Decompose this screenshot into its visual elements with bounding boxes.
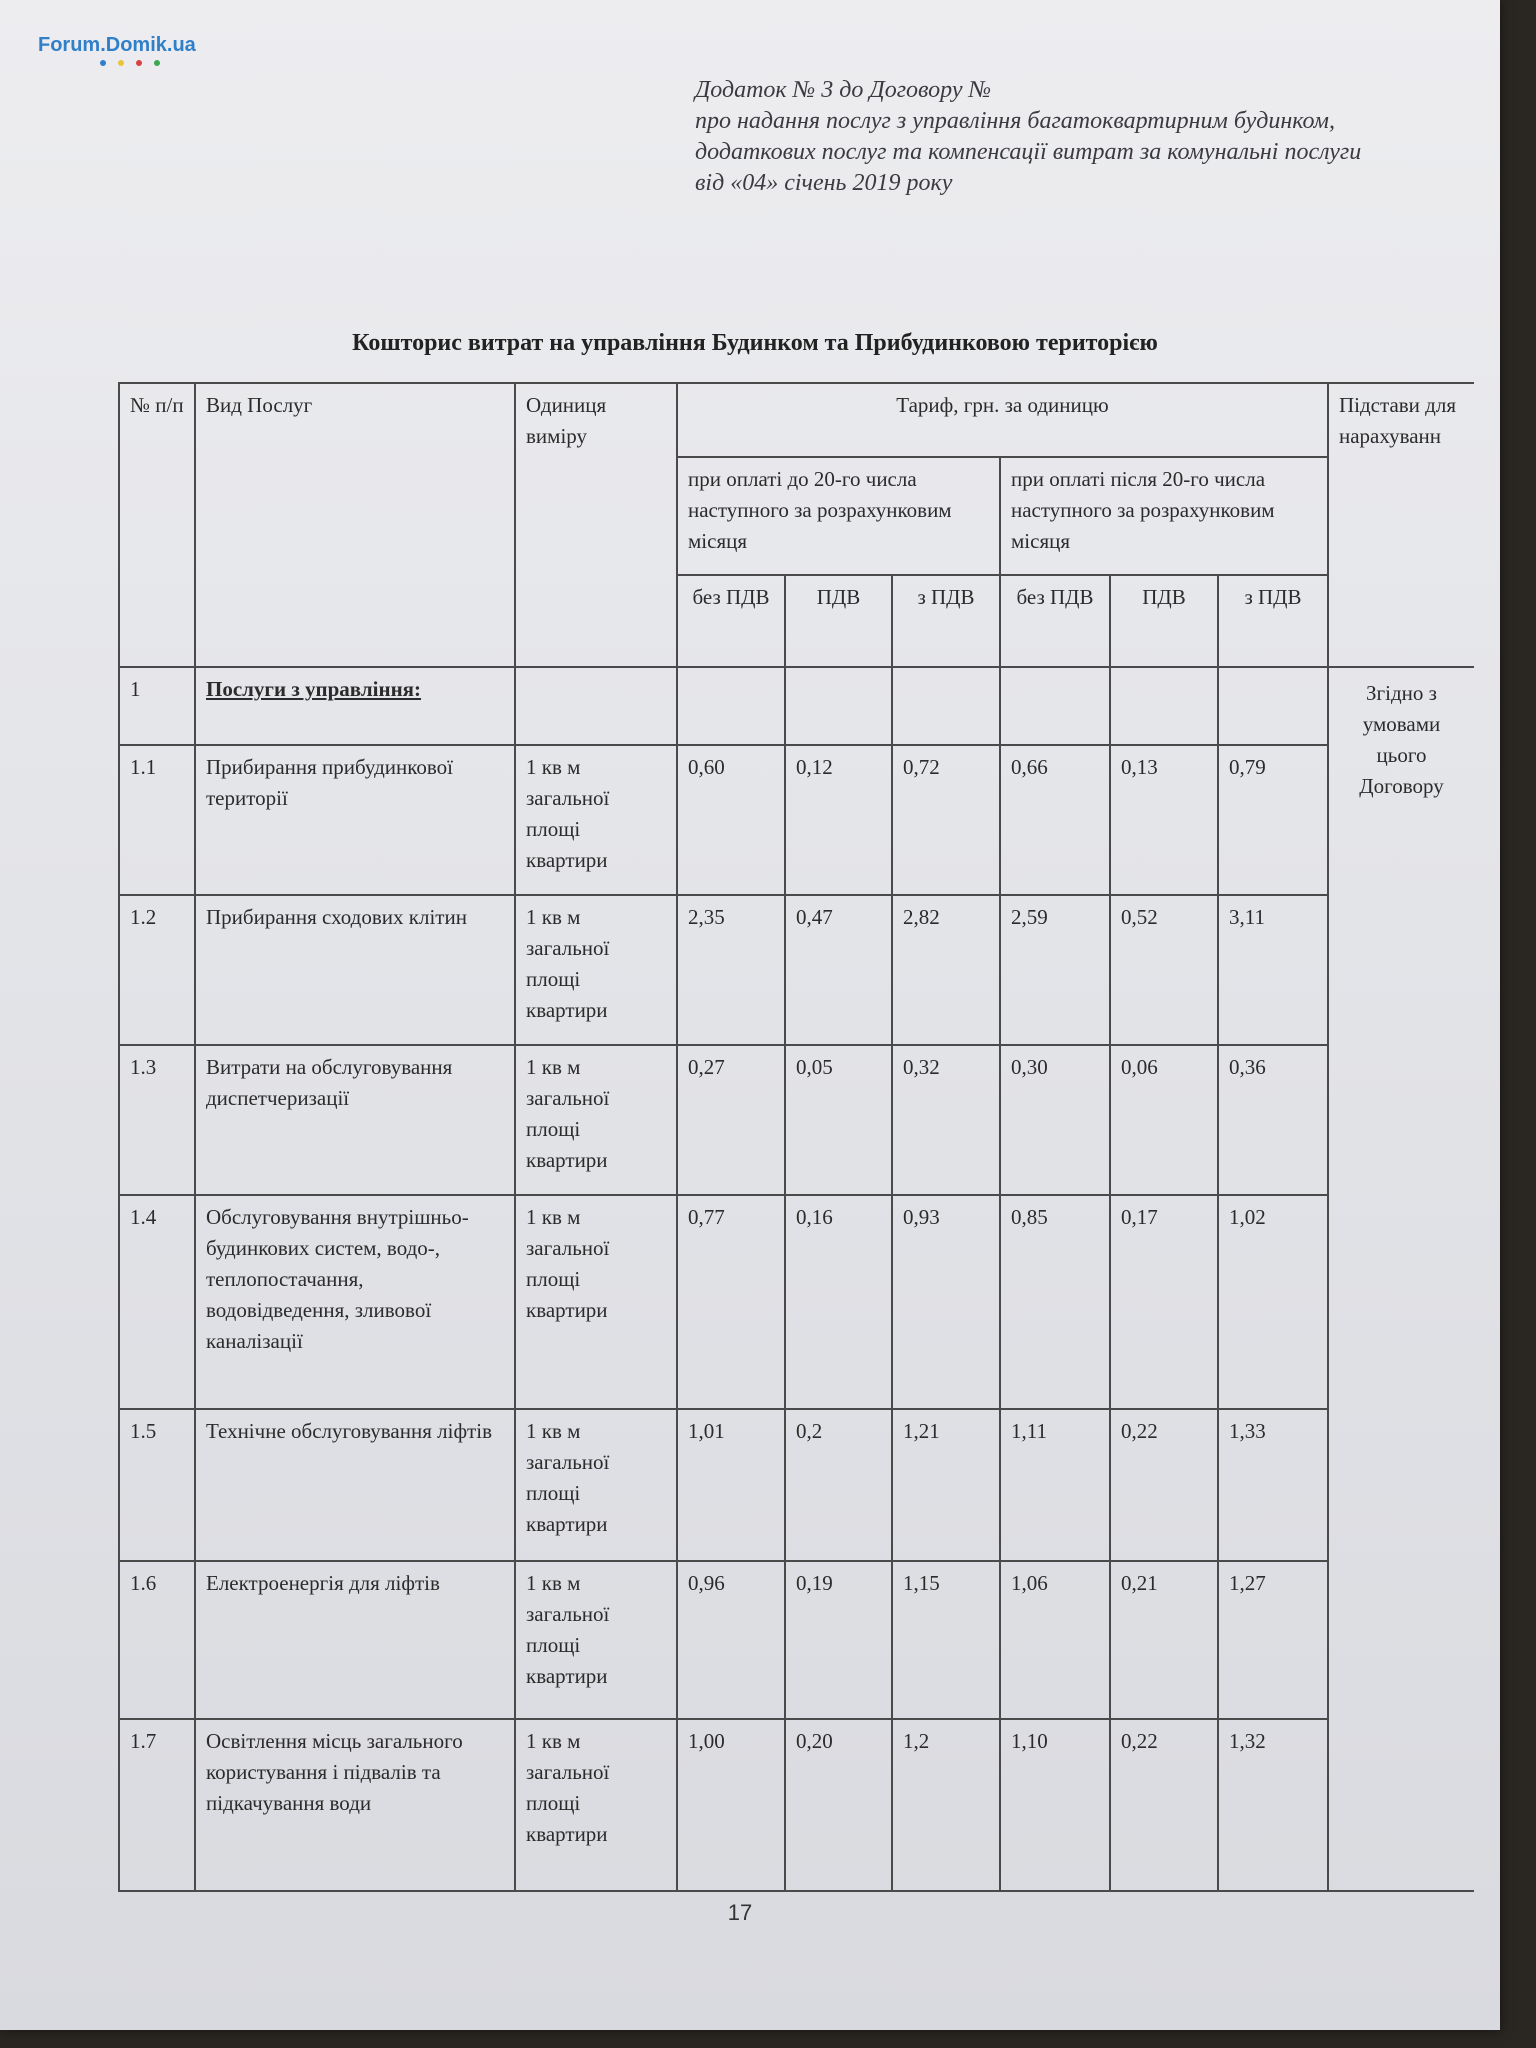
value-no-vat-late: 1,06: [1000, 1561, 1110, 1719]
value-no-vat: 0,96: [677, 1561, 785, 1719]
page-number: 17: [727, 1900, 753, 1925]
value-with-vat: 0,93: [892, 1195, 1000, 1409]
value-with-vat: 0,72: [892, 745, 1000, 895]
value-vat-late: 0,13: [1110, 745, 1218, 895]
row-unit: 1 кв м загальної площі квартири: [515, 1045, 677, 1195]
annex-line: від «04» січень 2019 року: [695, 170, 953, 196]
row-unit: 1 кв м загальної площі квартири: [515, 745, 677, 895]
header-with-vat: з ПДВ: [892, 575, 1000, 667]
annex-line: додаткових послуг та компенсації витрат за комунальні послуги: [695, 139, 1362, 165]
row-service: Обслуговування внутрішньо-будинкових систем, водо-, теплопостачання, водовідведення, зливової каналізації: [195, 1195, 515, 1409]
value-vat: 0,19: [785, 1561, 892, 1719]
value-with-vat-late: 1,33: [1218, 1409, 1328, 1561]
value-no-vat: 0,27: [677, 1045, 785, 1195]
table-row: [119, 1045, 1474, 1195]
header-before-20: при оплаті до 20-го числа наступного за розрахунковим місяця: [677, 457, 1000, 575]
empty-cell: [515, 667, 677, 745]
value-vat-late: 0,17: [1110, 1195, 1218, 1409]
row-unit: 1 кв м загальної площі квартири: [515, 1195, 677, 1409]
watermark-dot: [136, 60, 142, 66]
annex-line: про надання послуг з управління багатоквартирним будинком,: [695, 108, 1335, 134]
cost-estimate-table: [118, 382, 1474, 1892]
value-vat-late: 0,21: [1110, 1561, 1218, 1719]
value-no-vat-late: 0,30: [1000, 1045, 1110, 1195]
empty-cell: [785, 667, 892, 745]
empty-cell: [1000, 667, 1110, 745]
header-vat: ПДВ: [1110, 575, 1218, 667]
row-unit: 1 кв м загальної площі квартири: [515, 1719, 677, 1891]
row-service: Освітлення місць загального користування і підвалів та підкачування води: [195, 1719, 515, 1891]
value-vat-late: 0,06: [1110, 1045, 1218, 1195]
value-no-vat-late: 0,66: [1000, 745, 1110, 895]
value-no-vat-late: 2,59: [1000, 895, 1110, 1045]
basis-note: Згідно з умовами цього Договору: [1328, 667, 1474, 1891]
header-basis: Підстави для нарахуванн: [1328, 383, 1474, 667]
empty-cell: [677, 667, 785, 745]
value-vat: 0,05: [785, 1045, 892, 1195]
value-vat: 0,12: [785, 745, 892, 895]
row-num: 1.5: [119, 1409, 195, 1561]
watermark-dot: [100, 60, 106, 66]
header-num: № п/п: [119, 383, 195, 667]
value-no-vat-late: 1,11: [1000, 1409, 1110, 1561]
row-unit: 1 кв м загальної площі квартири: [515, 1561, 677, 1719]
value-with-vat: 0,32: [892, 1045, 1000, 1195]
row-num: 1.2: [119, 895, 195, 1045]
header-vat: ПДВ: [785, 575, 892, 667]
value-vat: 0,16: [785, 1195, 892, 1409]
header-after-20: при оплаті після 20-го числа наступного за розрахунковим місяця: [1000, 457, 1328, 575]
section-label: [195, 667, 515, 745]
row-num: 1.6: [119, 1561, 195, 1719]
section-label-text: Послуги з управління:: [206, 677, 422, 701]
table-row: [119, 745, 1474, 895]
value-vat: 0,2: [785, 1409, 892, 1561]
document-title: Кошторис витрат на управління Будинком та Прибудинковою територією: [352, 330, 1158, 356]
row-num: 1.3: [119, 1045, 195, 1195]
value-with-vat-late: 3,11: [1218, 895, 1328, 1045]
value-with-vat-late: 0,79: [1218, 745, 1328, 895]
value-no-vat: 1,00: [677, 1719, 785, 1891]
empty-cell: [1110, 667, 1218, 745]
value-with-vat-late: 1,02: [1218, 1195, 1328, 1409]
row-unit: 1 кв м загальної площі квартири: [515, 895, 677, 1045]
row-service: Електроенергія для ліфтів: [195, 1561, 515, 1719]
value-no-vat: 0,60: [677, 745, 785, 895]
value-with-vat-late: 1,32: [1218, 1719, 1328, 1891]
row-num: 1.4: [119, 1195, 195, 1409]
table-row: [119, 1719, 1474, 1891]
header-tariff: Тариф, грн. за одиницю: [677, 383, 1328, 457]
value-no-vat-late: 1,10: [1000, 1719, 1110, 1891]
header-with-vat: з ПДВ: [1218, 575, 1328, 667]
value-vat: 0,47: [785, 895, 892, 1045]
section-num: 1: [119, 667, 195, 745]
value-vat-late: 0,22: [1110, 1409, 1218, 1561]
row-service: Технічне обслуговування ліфтів: [195, 1409, 515, 1561]
row-num: 1.7: [119, 1719, 195, 1891]
header-service: Вид Послуг: [195, 383, 515, 667]
table-row: [119, 1195, 1474, 1409]
header-no-vat: без ПДВ: [677, 575, 785, 667]
row-service: Прибирання прибудинкової території: [195, 745, 515, 895]
value-vat: 0,20: [785, 1719, 892, 1891]
row-service: Витрати на обслуговування диспетчеризації: [195, 1045, 515, 1195]
empty-cell: [1218, 667, 1328, 745]
value-no-vat-late: 0,85: [1000, 1195, 1110, 1409]
value-with-vat: 1,15: [892, 1561, 1000, 1719]
value-with-vat-late: 1,27: [1218, 1561, 1328, 1719]
watermark-dot: [118, 60, 124, 66]
watermark-dot: [154, 60, 160, 66]
empty-cell: [892, 667, 1000, 745]
annex-header: [695, 75, 1495, 199]
row-unit: 1 кв м загальної площі квартири: [515, 1409, 677, 1561]
value-with-vat: 1,21: [892, 1409, 1000, 1561]
table-row: [119, 1561, 1474, 1719]
value-with-vat: 1,2: [892, 1719, 1000, 1891]
watermark-logo: Forum.Domik.ua: [38, 34, 196, 56]
table-row: [119, 895, 1474, 1045]
header-no-vat: без ПДВ: [1000, 575, 1110, 667]
header-unit: Одиниця виміру: [515, 383, 677, 667]
value-no-vat: 0,77: [677, 1195, 785, 1409]
value-with-vat-late: 0,36: [1218, 1045, 1328, 1195]
row-service: Прибирання сходових клітин: [195, 895, 515, 1045]
table-row: [119, 1409, 1474, 1561]
value-no-vat: 1,01: [677, 1409, 785, 1561]
value-with-vat: 2,82: [892, 895, 1000, 1045]
value-vat-late: 0,22: [1110, 1719, 1218, 1891]
value-no-vat: 2,35: [677, 895, 785, 1045]
value-vat-late: 0,52: [1110, 895, 1218, 1045]
watermark-dots: [100, 60, 160, 66]
row-num: 1.1: [119, 745, 195, 895]
annex-line: Додаток № 3 до Договору №: [695, 77, 992, 103]
